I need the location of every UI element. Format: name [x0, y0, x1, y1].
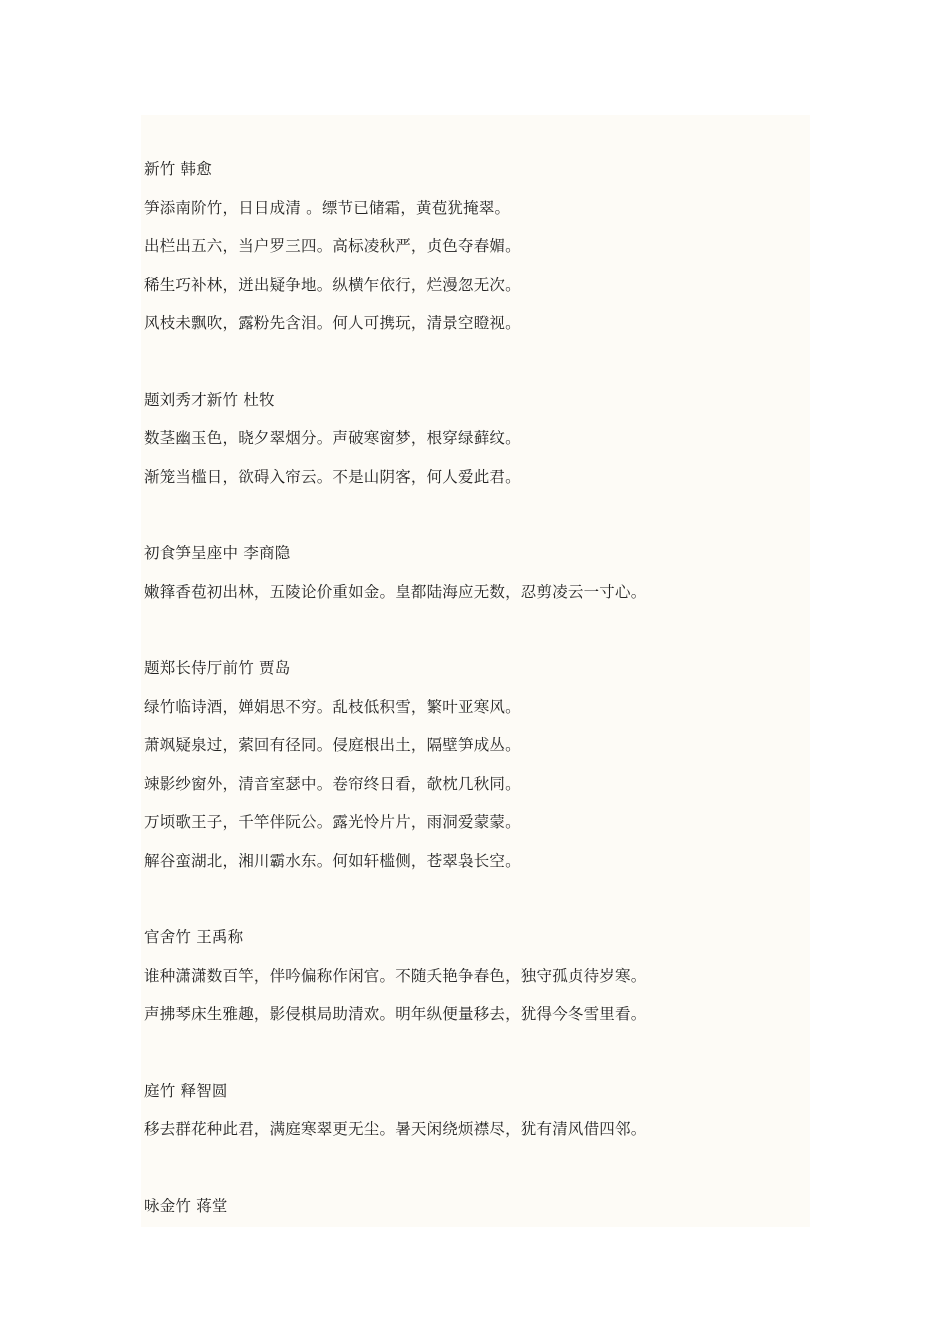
poem-3 — [144, 541, 804, 604]
poem-separator — [144, 350, 804, 388]
poem-title: 庭竹 释智圆 — [144, 1081, 228, 1100]
poem-line: 萧飒疑泉过，萦回有径同。侵庭根出土，隔壁笋成丛。 — [144, 736, 521, 754]
poem-separator — [144, 1156, 804, 1194]
poem-separator — [144, 503, 804, 541]
poem-line: 声拂琴床生雅趣，影侵棋局助清欢。明年纵便量移去，犹得今冬雪里看。 — [144, 1005, 647, 1023]
poem-line: 竦影纱窗外，清音室瑟中。卷帘终日看，欹枕几秋同。 — [144, 774, 521, 793]
poem-line: 谁种潇潇数百竿，伴吟偏称作闲官。不随夭艳争春色，独守孤贞待岁寒。 — [144, 966, 647, 985]
poem-line: 数茎幽玉色，晓夕翠烟分。声破寒窗梦，根穿绿藓纹。 — [144, 429, 521, 447]
poem-line: 稀生巧补林，迸出疑争地。纵横乍依行，烂漫忽无次。 — [144, 275, 521, 294]
poem-6 — [144, 1079, 804, 1142]
poem-line: 笋添南阶竹，日日成清 。缥节已储霜，黄苞犹掩翠。 — [144, 198, 511, 217]
poem-7 — [144, 1194, 804, 1218]
poem-2 — [144, 388, 804, 489]
poem-line: 风枝未飘吹，露粉先含泪。何人可携玩，清景空瞪视。 — [144, 314, 521, 332]
poem-separator — [144, 618, 804, 656]
poem-title: 题郑长侍厅前竹 贾岛 — [144, 659, 291, 677]
poem-line: 移去群花种此君，满庭寒翠更无尘。暑天闲绕烦襟尽，犹有清风借四邻。 — [144, 1120, 647, 1138]
poem-line: 渐笼当槛日，欲碍入帘云。不是山阴客，何人爱此君。 — [144, 467, 521, 486]
poem-line: 嫩箨香苞初出林，五陵论价重如金。皇都陆海应无数，忍剪凌云一寸心。 — [144, 582, 647, 601]
poem-title: 初食笋呈座中 李商隐 — [144, 544, 291, 562]
poem-collection — [144, 157, 804, 1232]
poem-5 — [144, 925, 804, 1026]
poem-line: 解谷蛮湖北，湘川霸水东。何如轩槛侧，苍翠袅长空。 — [144, 851, 521, 870]
poem-title: 题刘秀才新竹 杜牧 — [144, 390, 275, 409]
poem-separator — [144, 1041, 804, 1079]
poem-separator — [144, 887, 804, 925]
poem-title: 官舍竹 王禹称 — [144, 928, 244, 946]
poem-line: 万顷歌王子，千竿伴阮公。露光怜片片，雨洞爱蒙蒙。 — [144, 813, 521, 831]
poem-4 — [144, 656, 804, 873]
poem-1 — [144, 157, 804, 335]
poem-line: 出栏出五六，当户罗三四。高标凌秋严，贞色夺春媚。 — [144, 237, 521, 255]
poem-line: 绿竹临诗酒，婵娟思不穷。乱枝低积雪，繁叶亚寒风。 — [144, 697, 521, 716]
poem-title: 新竹 韩愈 — [144, 160, 212, 178]
poem-title: 咏金竹 蒋堂 — [144, 1196, 228, 1215]
